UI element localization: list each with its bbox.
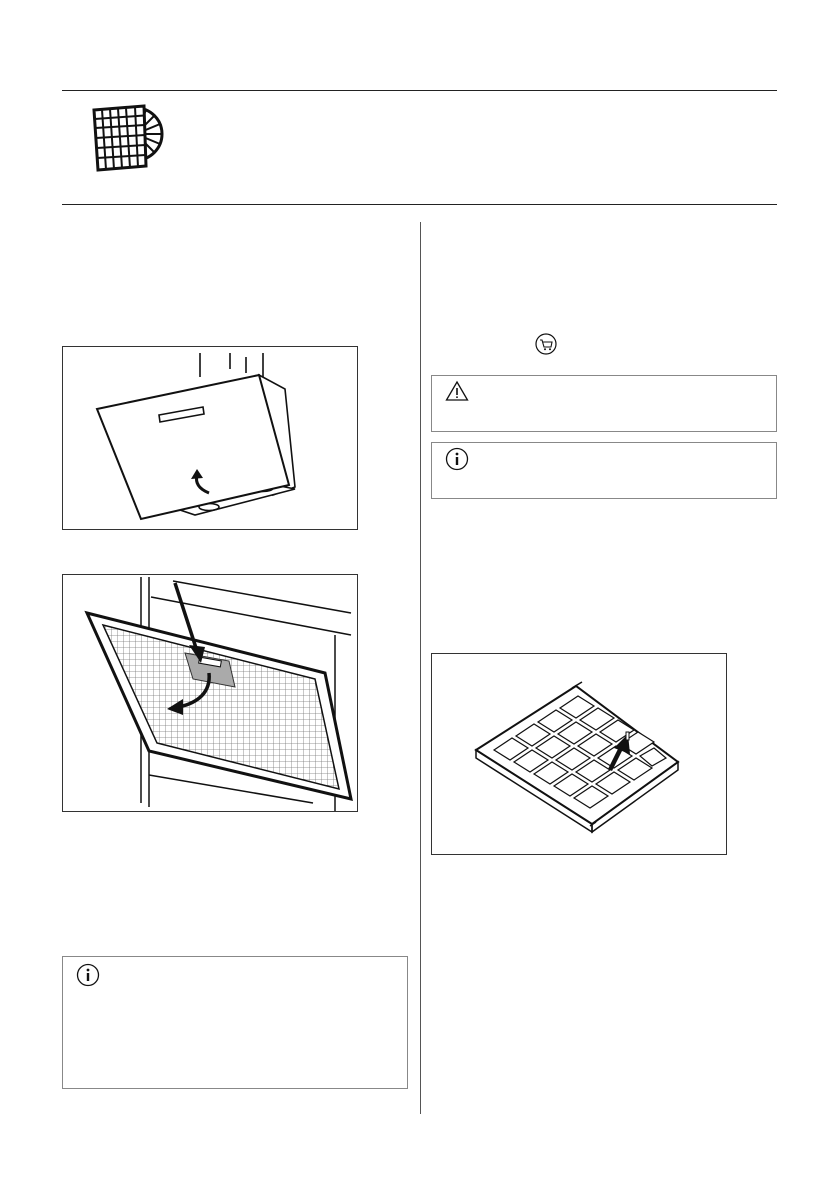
column-divider [420,222,421,1114]
header-top-rule [62,90,777,91]
hood-panel-open-illustration [62,346,358,530]
info-note-box-left [62,956,408,1089]
carbon-filter-illustration [431,653,727,855]
grease-filter-removal-illustration [62,574,358,812]
info-note-box-right [431,442,777,499]
info-icon [445,447,469,471]
warning-box [431,375,777,432]
cart-icon [535,333,557,355]
info-icon [76,963,100,987]
header-bottom-rule [62,204,777,205]
filter-icon [80,98,176,178]
warning-icon [445,380,469,402]
